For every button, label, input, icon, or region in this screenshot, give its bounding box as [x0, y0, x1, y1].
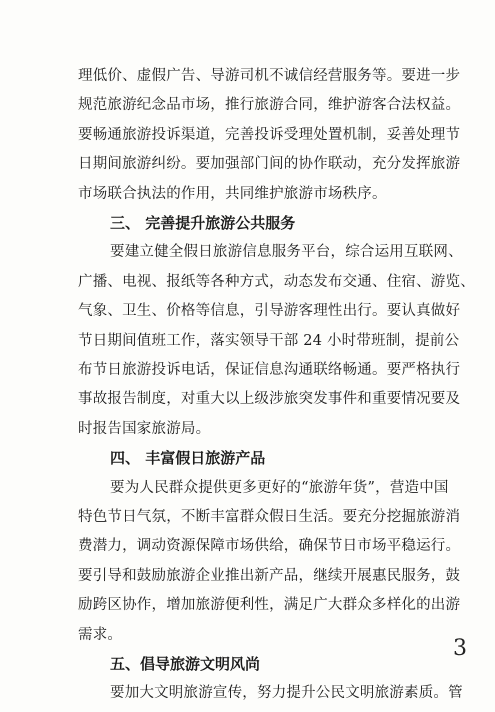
body-line: 需求。: [78, 627, 123, 643]
body-line: 布节日旅游投诉电话，保证信息沟通联络畅通。要严格执行: [78, 362, 461, 378]
body-line: 时报告国家旅游局。: [78, 421, 211, 437]
body-line: 气象、卫生、价格等信息，引导游客理性出行。要认真做好: [78, 303, 461, 319]
body-line: 规范旅游纪念品市场，推行旅游合同，维护游客合法权益。: [78, 97, 461, 113]
section-heading: 五、倡导旅游文明风尚: [110, 655, 261, 673]
body-line: 理低价、虚假广告、导游司机不诚信经营服务等。要进一步: [78, 68, 461, 84]
body-line: 费潜力，调动资源保障市场供给，确保节日市场平稳运行。: [78, 538, 461, 554]
body-line: 要建立健全假日旅游信息服务平台，综合运用互联网、: [110, 244, 463, 260]
body-line: 要引导和鼓励旅游企业推出新产品，继续开展惠民服务，鼓: [78, 568, 461, 584]
body-line: 要为人民群众提供更多更好的“旅游年货”，营造中国: [110, 480, 449, 496]
body-line: 特色节日气氛，不断丰富群众假日生活。要充分挖掘旅游消: [78, 509, 461, 525]
body-line: 节日期间值班工作，落实领导干部 24 小时带班制，提前公: [78, 333, 460, 349]
body-line: 要畅通旅游投诉渠道，完善投诉受理处置机制，妥善处理节: [78, 127, 461, 143]
body-line: 事故报告制度，对重大以上级涉旅突发事件和重要情况要及: [78, 391, 461, 407]
body-line: 日期间旅游纠纷。要加强部门间的协作联动，充分发挥旅游: [78, 156, 461, 172]
body-line: 励跨区协作，增加旅游便利性，满足广大群众多样化的出游: [78, 597, 461, 613]
body-line: 要加大文明旅游宣传，努力提升公民文明旅游素质。管: [110, 685, 463, 701]
body-line: 市场联合执法的作用，共同维护旅游市场秩序。: [78, 186, 387, 202]
section-heading: 三、 完善提升旅游公共服务: [110, 214, 296, 232]
page-number: 3: [453, 636, 467, 661]
section-heading: 四、 丰富假日旅游产品: [110, 449, 266, 467]
body-line: 广播、电视、报纸等各种方式，动态发布交通、住宿、游览、: [78, 274, 475, 290]
